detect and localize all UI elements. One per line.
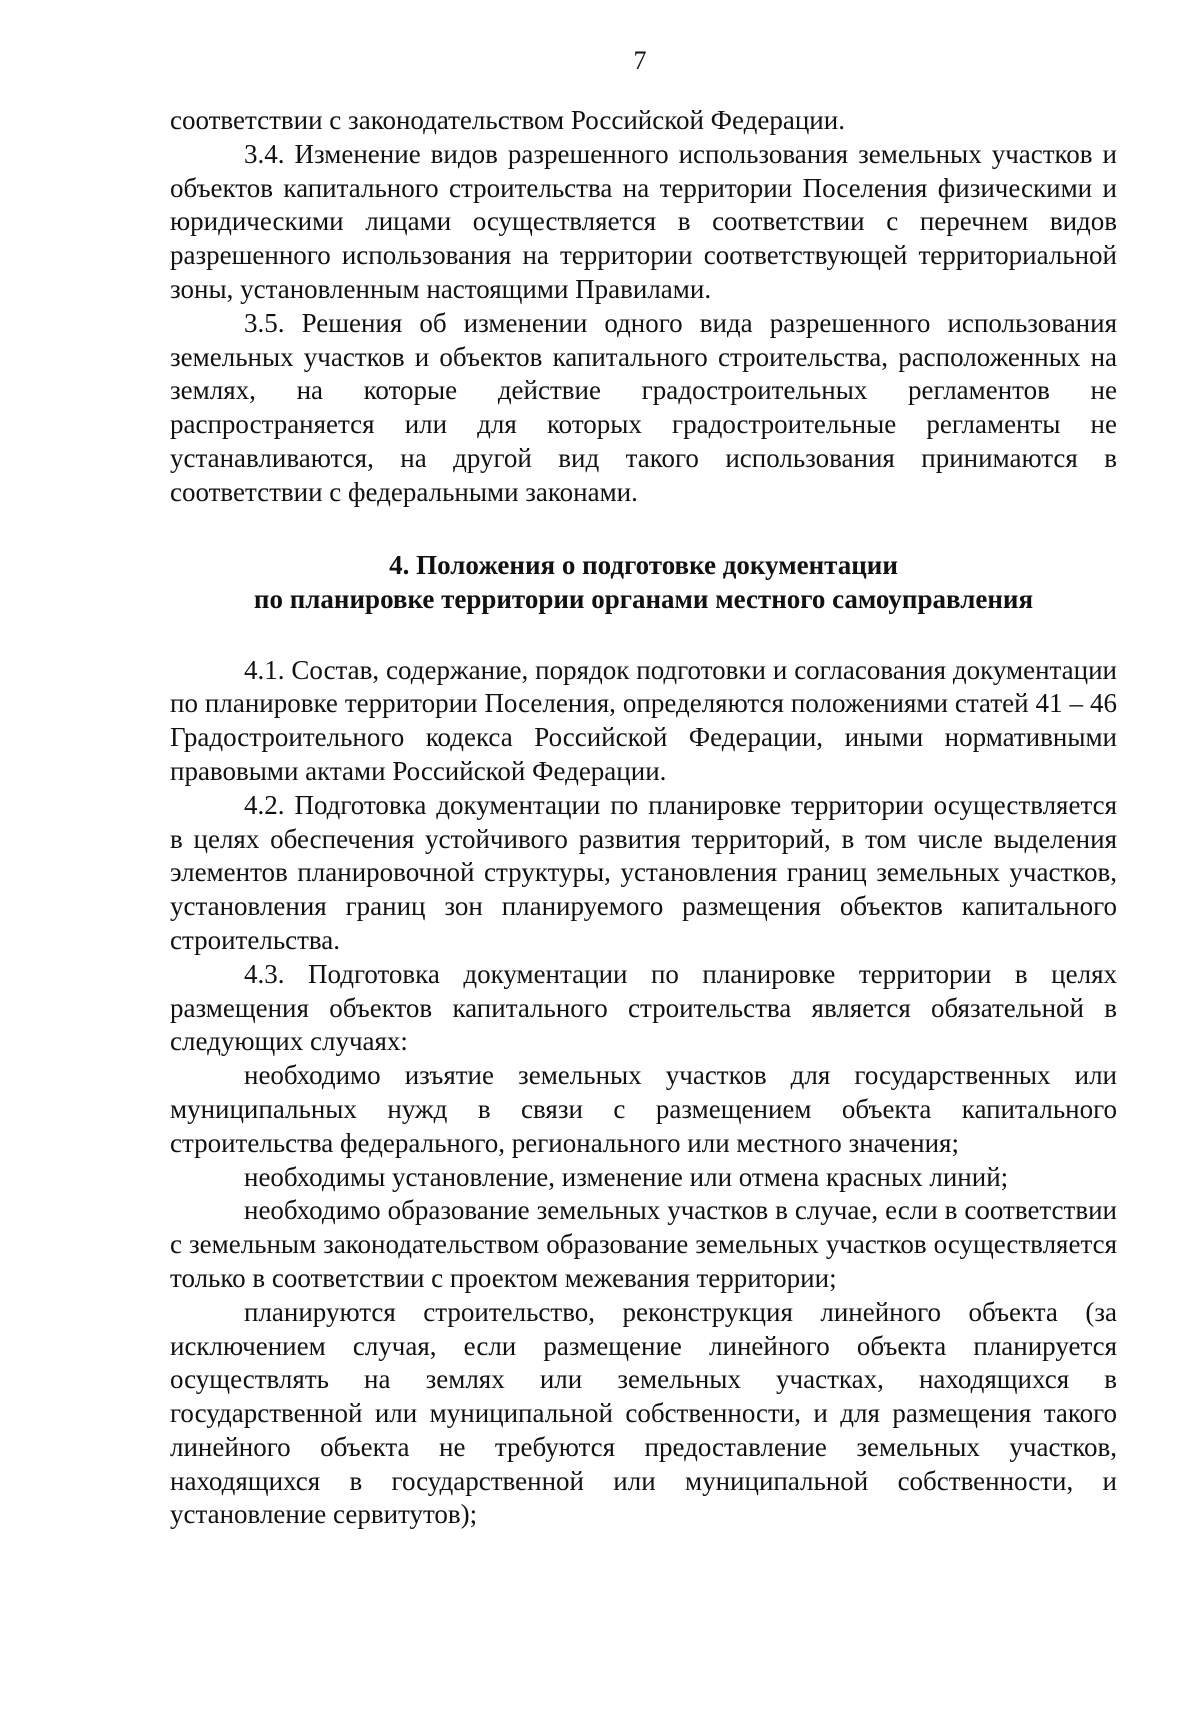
paragraph-3-4: 3.4. Изменение видов разрешенного использования земельных участков и объектов капитального строительства на территории Поселения физическими и юридическими лицами осуществляется в соответствии с перечнем видов разрешенного использования на территории соответствующей территориальной зоны, установленным настоящими Правилами. — [170, 138, 1117, 304]
document-body — [170, 104, 1117, 1532]
case-item-2: необходимы установление, изменение или отмена красных линий; — [244, 1161, 1009, 1192]
paragraph-4-3: 4.3. Подготовка документации по планировке территории в целях размещения объектов капитального строительства является обязательной в следующих случаях: — [170, 958, 1117, 1057]
case-item-3: необходимо образование земельных участков в случае, если в соответствии с земельным законодательством образование земельных участков осуществляется только в соответствии с проектом межевания территории; — [170, 1195, 1117, 1293]
paragraph-4-2: 4.2. Подготовка документации по планировке территории осуществляется в целях обеспечения устойчивого развития территорий, в том числе выделения элементов планировочной структуры, установления границ земельных участков, установления границ зон планируемого размещения объектов капитального строительства. — [170, 789, 1117, 955]
section-4-heading-line-1: 4. Положения о подготовке документации — [389, 549, 898, 580]
paragraph-continuation: соответствии с законодательством Российской Федерации. — [170, 105, 845, 135]
paragraph-3-5: 3.5. Решения об изменении одного вида разрешенного использования земельных участков и объектов капитального строительства, расположенных на землях, на которые действие градостроительных регламентов не распространяется или для которых градостроительные регламенты не устанавливаются, на другой вид такого использования принимаются в соответствии с федеральными законами. — [170, 307, 1117, 507]
section-4-heading-line-2: по планировке территории органами местного самоуправления — [253, 583, 1034, 614]
page-number: 7 — [633, 46, 647, 75]
case-item-1: необходимо изъятие земельных участков для государственных или муниципальных нужд в связи с размещением объекта капитального строительства федерального, регионального или местного значения; — [170, 1060, 1117, 1158]
case-item-4: планируются строительство, реконструкция линейного объекта (за исключением случая, если размещение линейного объекта планируется осуществлять на землях или земельных участках, находящихся в государственной или муниципальной собственности, и для размещения такого линейного объекта не требуются предоставление земельных участков, находящихся в государственной или муниципальной собственности, и установление сервитутов); — [170, 1296, 1117, 1530]
paragraph-4-1: 4.1. Состав, содержание, порядок подготовки и согласования документации по планировке территории Поселения, определяются положениями статей 41 – 46 Градостроительного кодекса Российской Федерации, иными нормативными правовыми актами Российской Федерации. — [170, 654, 1117, 786]
section-4-heading — [170, 548, 1117, 616]
